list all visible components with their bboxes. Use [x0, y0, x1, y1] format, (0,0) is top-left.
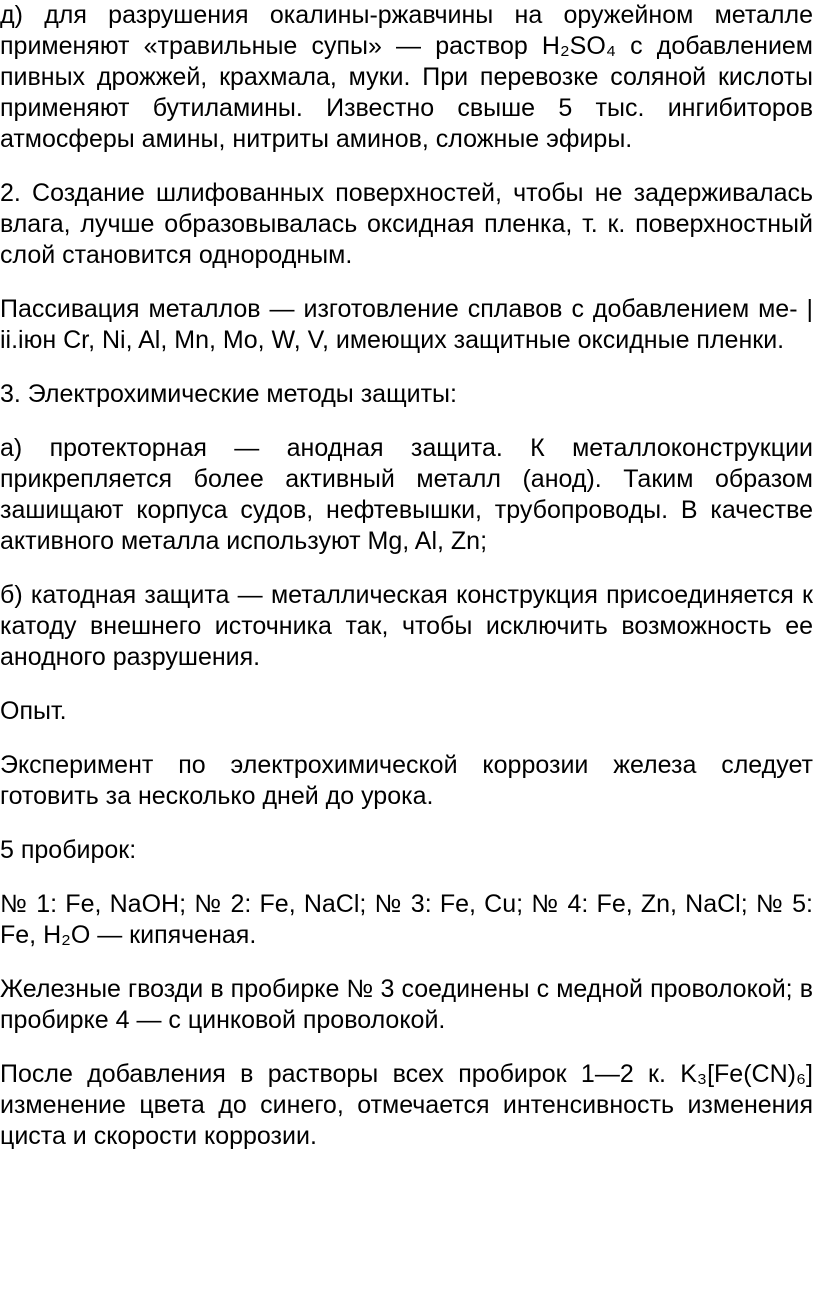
paragraph-test-tubes-list: № 1: Fe, NaOH; № 2: Fe, NaCl; № 3: Fe, Cu; № 4: Fe, Zn, NaCl; № 5: Fe, H₂O — кипяченая.	[0, 890, 813, 949]
paragraph-electrochemical-heading: 3. Электрохимические методы защиты:	[0, 380, 457, 408]
paragraph-experiment-intro: Эксперимент по электрохимической коррозии железа следует готовить за несколько дней до урока.	[0, 751, 813, 810]
paragraph-results: После добавления в растворы всех пробирок 1—2 к. K₃[Fe(CN)₆] изменение цвета до синего, отмечается интенсивность изменения циста и скорости коррозии.	[0, 1060, 813, 1150]
paragraph-polished-surfaces: 2. Создание шлифованных поверхностей, чтобы не задерживалась влага, лучше образовывалась оксидная пленка, т. к. поверхностный слой становится однородным.	[0, 179, 813, 269]
paragraph-etching-soups: д) для разрушения окалины-ржавчины на оружейном металле применяют «травильные супы» — раствор H₂SO₄ с добавлением пивных дрожжей, крахмала, муки. При перевозке соляной кислоты применяют бутиламины. Известно свыше 5 тыс. ингибиторов атмосферы амины, нитриты аминов, сложные эфиры.	[0, 1, 813, 153]
paragraph-test-tubes-count: 5 пробирок:	[0, 836, 137, 864]
paragraph-passivation: Пассивация металлов — изготовление сплавов с добавлением ме- | ii.іюн Cr, Ni, Al, Mn, Mo, W, V, имеющих защитные оксидные пленки.	[0, 295, 813, 354]
paragraph-experiment-heading: Опыт.	[0, 697, 67, 725]
paragraph-cathodic-protection: б) катодная защита — металлическая конструкция присоединяется к катоду внешнего источника так, чтобы исключить возможность ее анодного разрушения.	[0, 581, 813, 671]
paragraph-nails-wire: Железные гвозди в пробирке № 3 соединены с медной проволокой; в пробирке 4 — с цинковой проволокой.	[0, 975, 813, 1034]
paragraph-protector-protection: а) протекторная — анодная защита. К металлоконструкции прикрепляется более активный металл (анод). Таким образом зашищают корпуса судов, нефтевышки, трубопроводы. В качестве активного металла используют Mg, Al, Zn;	[0, 434, 813, 555]
